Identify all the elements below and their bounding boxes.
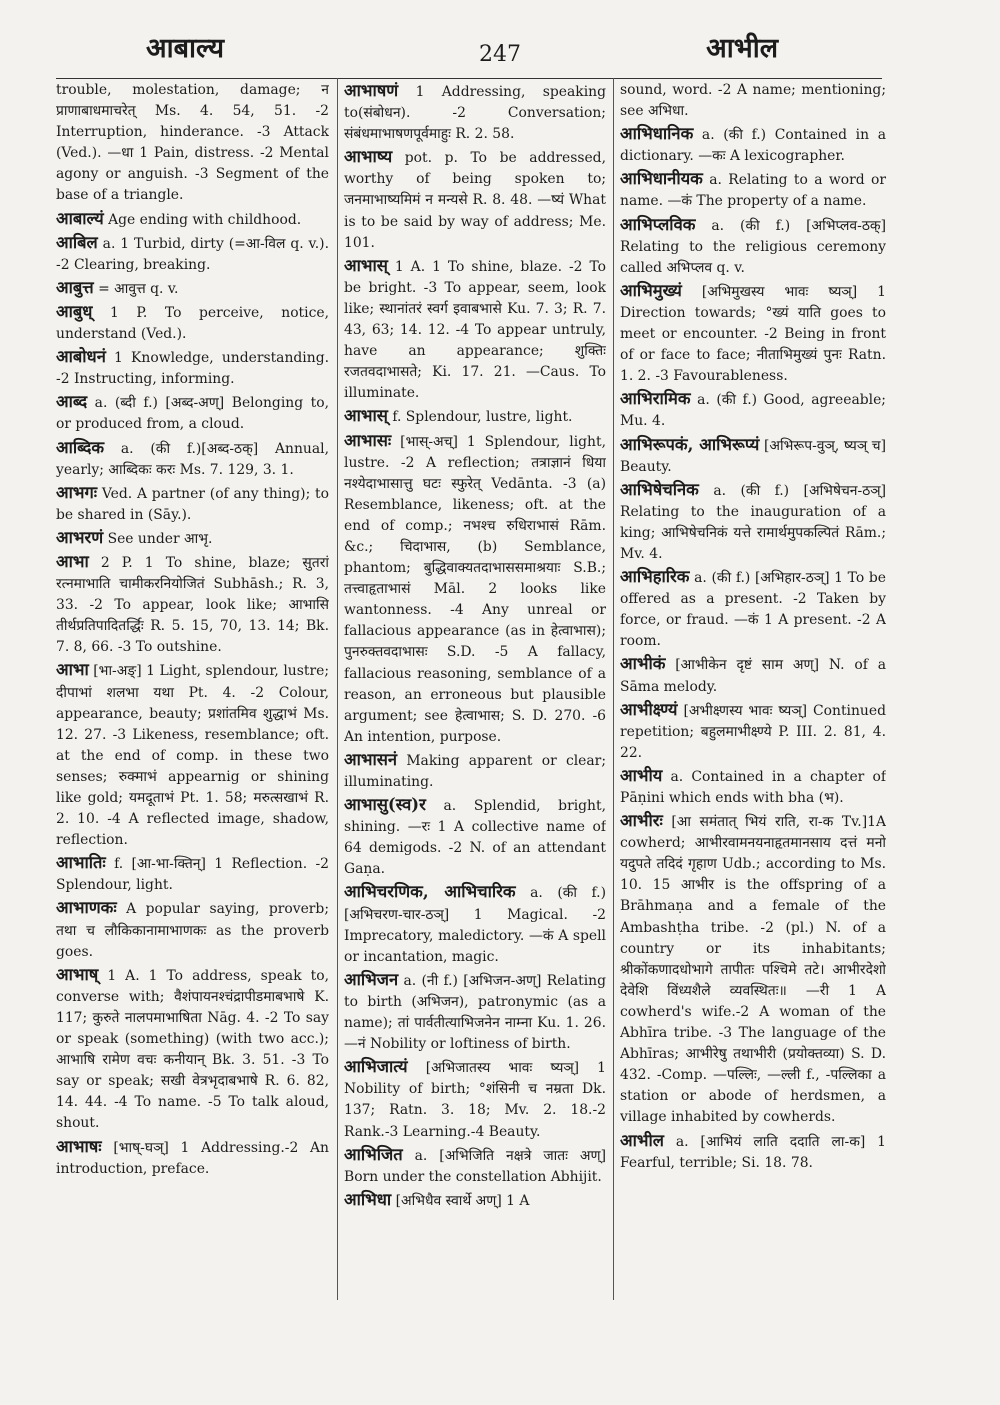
- dictionary-entry: [344, 80, 606, 145]
- entry-definition: 1 P. To perceive, notice, understand (Ved.).: [56, 304, 329, 343]
- header-left-guide-word: आबाल्य: [146, 33, 225, 64]
- entry-headword: आभीकं: [620, 654, 666, 674]
- dictionary-entry: [344, 1056, 606, 1142]
- column-3: [620, 80, 886, 1308]
- entry-headword: आभिप्लविक: [620, 214, 696, 234]
- entry-definition: f. [आ-भा-क्तिन्] 1 Reflection. -2 Splendour, light.: [56, 856, 329, 894]
- entry-headword: आब्द: [56, 392, 88, 412]
- dictionary-entry: [56, 551, 329, 658]
- entry-definition: 1 A. 1 To address, speak to, converse with; वैशंपायनश्चंद्रापीडमाबभाषे K. 117; कुरुते नालपमाभाषिता Nāg. 4. -2 To say or speak (something) (with two acc.); आभाषि रामेण वचः कनीयान् Bk. 3. 51. -3 To say or speak; सखी वेत्रभृदाबभाषे R. 6. 82, 14. 44. -4 To name. -5 To talk aloud, shout.: [56, 967, 329, 1132]
- dictionary-entry: [56, 391, 329, 435]
- dictionary-entry: [620, 479, 886, 565]
- dictionary-entry: [344, 794, 606, 880]
- dictionary-entry: [344, 1144, 606, 1188]
- header-right-guide-word: आभील: [706, 33, 778, 64]
- entry-definition: a. (ब्दी f.) [अब्द-अण्] Belonging to, or produced from, a cloud.: [56, 395, 329, 433]
- entry-headword: आभिरामिक: [620, 389, 691, 409]
- entry-headword: आभिरूपकं, आभिरूप्यं: [620, 434, 760, 454]
- entry-headword: आभरणं: [56, 527, 104, 547]
- entry-definition: a. (की f.) [अभिचरण-चार-ठञ्] 1 Magical. -2 Imprecatory, maledictory. —कं A spell or incantation, magic.: [344, 885, 606, 965]
- entry-headword: आभाषणं: [344, 81, 399, 100]
- entry-headword: आभिहारिक: [620, 567, 690, 587]
- entry-headword: आबुत्त: [56, 277, 94, 297]
- entry-definition: a. (नी f.) [अभिजन-अण्] Relating to birth (अभिजन), patronymic (as a name); तां पार्वतीत्याभिजनेन नाम्ना Ku. 1. 26. —नं Nobility or loftiness of birth.: [344, 972, 606, 1053]
- entry-headword: आभीय: [620, 765, 663, 785]
- dictionary-entry: [620, 699, 886, 764]
- dictionary-entry: [56, 80, 329, 207]
- dictionary-entry: [344, 749, 606, 793]
- entry-definition: 2 P. 1 To shine, blaze; सुतरां रत्नमाभाति चामीकरनियोजितं Subhāsh.; R. 3, 33. -2 To appear, look like; आभासि तीर्थप्रतिपादितर्द्धिः R. 5. 15, 70, 13. 14; Bk. 7. 8, 66. -3 To outshine.: [56, 554, 329, 656]
- entry-definition: [अभिमुखस्य भावः ष्यञ्] 1 Direction towards; °ख्यं याति goes to meet or encounter. -2 Being in front of or face to face; नीताभिमुख्यं पुनः Ratn. 1. 2. -3 Favourableness.: [620, 283, 886, 385]
- dictionary-entry: [620, 280, 886, 387]
- dictionary-entry: [56, 346, 329, 390]
- dictionary-entry: [344, 969, 606, 1055]
- entry-headword: आभिधानिक: [620, 124, 694, 144]
- entry-definition: [भा-अङ्] 1 Light, splendour, lustre; दीपाभां शलभा यथा Pt. 4. -2 Colour, appearance, beauty; प्रशांतमिव शुद्धाभं Ms. 12. 27. -3 Likeness, resemblance; oft. at the end of comp. in these two senses; रुक्माभं appearnig or shining like gold; यमदूताभं Pt. 1. 58; मरुत्सखाभं R. 2. 10. -4 A reflected image, shadow, reflection.: [56, 663, 329, 849]
- entry-definition: [अभिजातस्य भावः ष्यञ्] 1 Nobility of birth; °शंसिनी च नम्रता Dk. 137; Ratn. 3. 18; Mv. 2. 18.-2 Rank.-3 Learning.-4 Beauty.: [344, 1060, 606, 1140]
- dictionary-entry: [56, 277, 329, 300]
- dictionary-entry: [56, 897, 329, 962]
- entry-definition: [आ समंतात् भियं राति, रा-क Tv.]1A cowherd; आभीरवामनयनाहृतमानसाय दत्तं मनो यदुपते तदिदं गृहाण Udb.; according to Ms. 10. 15 आभीर is the offspring of a Brāhmaṇa and a female of the Ambashṭha tribe. -2 (pl.) N. of a country or its inhabitants; श्रीकोंकणादधोभागे तापीतः पश्चिमे तटे। आभीरदेशो देवेशि विंध्यशैले व्यवस्थितः॥ —री 1 A cowherd's wife.-2 A woman of the Abhīra tribe. -3 The language of the Abhīras; आभीरेषु तथाभीरी (प्रयोक्तव्या) S. D. 432. -Comp. —पल्लिः, —ल्ली f., -पल्लिका a station or abode of herdsmen, a village inhabited by cowherds.: [620, 814, 886, 1126]
- entry-definition: A popular saying, proverb; तथा च लौकिकानामाभाणकः as the proverb goes.: [56, 901, 329, 960]
- entry-definition: trouble, molestation, damage; न प्राणाबाधमाचरेत् Ms. 4. 54, 51. -2 Interruption, hinderance. -3 Attack (Ved.). —धा 1 Pain, distress. -2 Mental agony or anguish. -3 Segment of the base of a triangle.: [56, 82, 329, 204]
- entry-definition: Making apparent or clear; illuminating.: [344, 752, 606, 790]
- entry-headword: आभीक्ष्ण्यं: [620, 699, 678, 719]
- entry-headword: आभासु(स्व)र: [344, 795, 426, 815]
- entry-definition: f. Splendour, lustre, light.: [392, 409, 573, 426]
- entry-definition: See under आभृ.: [107, 530, 213, 547]
- dictionary-entry: [620, 765, 886, 809]
- entry-definition: a. (की f.) [अभिषेचन-ठञ्] Relating to the inauguration of a king; आभिषेचनिकं यत्ते रामार्थमुपकल्पितं Rām.; Mv. 4.: [620, 482, 886, 562]
- entry-headword: आभास्: [344, 406, 388, 426]
- entry-definition: a. [आभियं लाति ददाति ला-क] 1 Fearful, terrible; Si. 18. 78.: [620, 1133, 886, 1171]
- dictionary-entry: [620, 653, 886, 697]
- entry-headword: आबिल: [56, 232, 98, 252]
- dictionary-entry: [620, 1130, 886, 1174]
- dictionary-entry: [344, 146, 606, 253]
- entry-headword: आभातिः: [56, 853, 106, 873]
- entry-headword: आबुध्: [56, 301, 93, 321]
- dictionary-entry: [56, 482, 329, 526]
- column-2: [344, 80, 606, 1308]
- entry-definition: a. (की f.) Contained in a dictionary. —कः A lexicographer.: [620, 127, 886, 165]
- entry-definition: a. (की f.)[अब्द-ठक्] Annual, yearly; आब्दिकः करः Ms. 7. 129, 3. 1.: [56, 440, 329, 478]
- dictionary-entry: [56, 232, 329, 276]
- entry-definition: a. Splendid, bright, shining. —रः 1 A collective name of 64 demigods. -2 N. of an attendant Gaṇa.: [344, 798, 606, 878]
- dictionary-entry: [56, 1136, 329, 1180]
- entry-headword: आभील: [620, 1130, 664, 1150]
- dictionary-entry: [56, 527, 329, 550]
- entry-headword: आभाणकः: [56, 898, 117, 918]
- entry-definition: [अभिरूप-वुञ्, ष्यञ् च] Beauty.: [620, 437, 886, 475]
- entry-headword: आभिधा: [344, 1189, 392, 1209]
- column-divider: [337, 78, 338, 1300]
- entry-headword: आभा: [56, 551, 89, 571]
- entry-headword: आभाषः: [56, 1136, 102, 1156]
- entry-headword: आभीरः: [620, 811, 663, 831]
- dictionary-entry: [620, 810, 886, 1128]
- dictionary-entry: [56, 659, 329, 851]
- entry-definition: [भाष्-घञ्] 1 Addressing.-2 An introduction, preface.: [56, 1139, 329, 1177]
- entry-headword: आबाल्यं: [56, 208, 104, 228]
- entry-definition: a. [अभिजिति नक्षत्रे जातः अण्] Born under the constellation Abhijit.: [344, 1147, 606, 1185]
- entry-definition: Ved. A partner (of any thing); to be shared in (Sāy.).: [56, 485, 329, 523]
- entry-definition: a. 1 Turbid, dirty (=आ-विल q. v.). -2 Clearing, breaking.: [56, 235, 329, 273]
- entry-definition: a. Contained in a chapter of Pāṇini which ends with bha (भ).: [620, 768, 886, 806]
- dictionary-entry: [620, 214, 886, 279]
- entry-definition: 1 Addressing, speaking to(संबोधन). -2 Conversation; संबंधमाभाषणपूर्वमाहुः R. 2. 58.: [344, 84, 606, 143]
- dictionary-entry: [344, 881, 606, 967]
- dictionary-entry: [344, 255, 606, 405]
- entry-definition: pot. p. To be addressed, worthy of being spoken to; जनमाभाष्यमिमं न मन्यसे R. 8. 48. —ष्यं What is to be said by way of address; Me. 101.: [344, 150, 606, 251]
- entry-definition: [अभिधैव स्वार्थे अण्] 1 A: [395, 1192, 530, 1209]
- entry-headword: आभिजात्यं: [344, 1057, 408, 1077]
- entry-headword: आभगः: [56, 482, 98, 502]
- dictionary-entry: [344, 430, 606, 748]
- entry-headword: आभिधानीयक: [620, 169, 703, 189]
- entry-definition: a. (की f.) Good, agreeable; Mu. 4.: [620, 392, 886, 430]
- entry-definition: a. (की f.) [अभिप्लव-ठक्] Relating to the religious ceremony called अभिप्लव q. v.: [620, 217, 886, 276]
- entry-headword: आभिचरणिक, आभिचारिक: [344, 882, 516, 902]
- dictionary-entry: [620, 566, 886, 652]
- dictionary-entry: [56, 301, 329, 345]
- entry-headword: आभिजित: [344, 1144, 403, 1164]
- entry-headword: आभा: [56, 660, 89, 680]
- entry-headword: आभासः: [344, 430, 392, 450]
- entry-headword: आबोधनं: [56, 347, 106, 367]
- column-1: [56, 80, 329, 1308]
- header-rule: [56, 78, 882, 79]
- entry-definition: a. Relating to a word or name. —कं The property of a name.: [620, 172, 886, 210]
- dictionary-entry: [620, 388, 886, 432]
- column-divider: [613, 78, 614, 1300]
- entry-definition: 1 A. 1 To shine, blaze. -2 To be bright. -3 To appear, seem, look like; स्थानांतरं स्वर्ग इवाबभासे Ku. 7. 3; R. 7. 43, 63; 14. 12. -4 To appear untruly, have an appearance; शुक्तिः रजतवदाभासते; Ki. 17. 21. —Caus. To illuminate.: [344, 258, 606, 402]
- dictionary-entry: [344, 1189, 606, 1212]
- dictionary-entry: [56, 964, 329, 1135]
- entry-definition: Age ending with childhood.: [108, 211, 302, 228]
- dictionary-entry: [56, 208, 329, 231]
- entry-headword: आभाष्: [56, 964, 99, 984]
- dictionary-entry: [620, 434, 886, 478]
- entry-definition: [आभीकेन दृष्टं साम अण्] N. of a Sāma melody.: [620, 657, 886, 695]
- entry-headword: आभिमुख्यं: [620, 280, 682, 300]
- entry-definition: sound, word. -2 A name; mentioning; see अभिधा.: [620, 82, 886, 120]
- dictionary-entry: [620, 123, 886, 167]
- entry-headword: आब्दिक: [56, 437, 105, 457]
- dictionary-entry: [620, 168, 886, 212]
- page-number: 247: [479, 42, 521, 67]
- entry-headword: आभिषेचनिक: [620, 479, 699, 499]
- entry-definition: 1 Knowledge, understanding. -2 Instructing, informing.: [56, 350, 329, 388]
- entry-definition: [अभीक्ष्णस्य भावः ष्यञ्] Continued repetition; बहुलमाभीक्ष्ण्ये P. III. 2. 81, 4. 22.: [620, 702, 886, 761]
- entry-headword: आभास्: [344, 255, 388, 275]
- entry-headword: आभाष्य: [344, 147, 393, 167]
- entry-definition: a. (की f.) [अभिहार-ठञ्] 1 To be offered as a present. -2 Taken by force, or fraud. —कं 1 A present. -2 A room.: [620, 570, 886, 650]
- entry-definition: = आवुत्त q. v.: [98, 280, 179, 297]
- dictionary-entry: [56, 437, 329, 481]
- entry-headword: आभिजन: [344, 969, 399, 989]
- entry-headword: आभासनं: [344, 749, 398, 769]
- dictionary-entry: [56, 852, 329, 896]
- dictionary-entry: [344, 405, 606, 428]
- entry-definition: [भास्-अच्] 1 Splendour, light, lustre. -2 A reflection; तत्राज्ञानं धिया नश्येदाभासात्तु घटः स्फुरेत् Vedānta. -3 (a) Resemblance, likeness; oft. at the end of comp.; नभश्च रुधिराभासं Rām. &c.; चिदाभास, (b) Semblance, phantom; बुद्धिवाक्यतदाभाससमाश्रयाः S.B.; तत्त्वाहृताभासं Māl. 2 looks like wantonness. -4 Any unreal or fallacious appearance (as in हेत्वाभास); पुनरुक्तवदाभासः S.D. -5 A fallacy, fallacious reasoning, semblance of a reason, an erroneous but plausible argument; see हेत्वाभास; S. D. 270. -6 An intention, purpose.: [344, 433, 606, 745]
- dictionary-entry: [620, 80, 886, 122]
